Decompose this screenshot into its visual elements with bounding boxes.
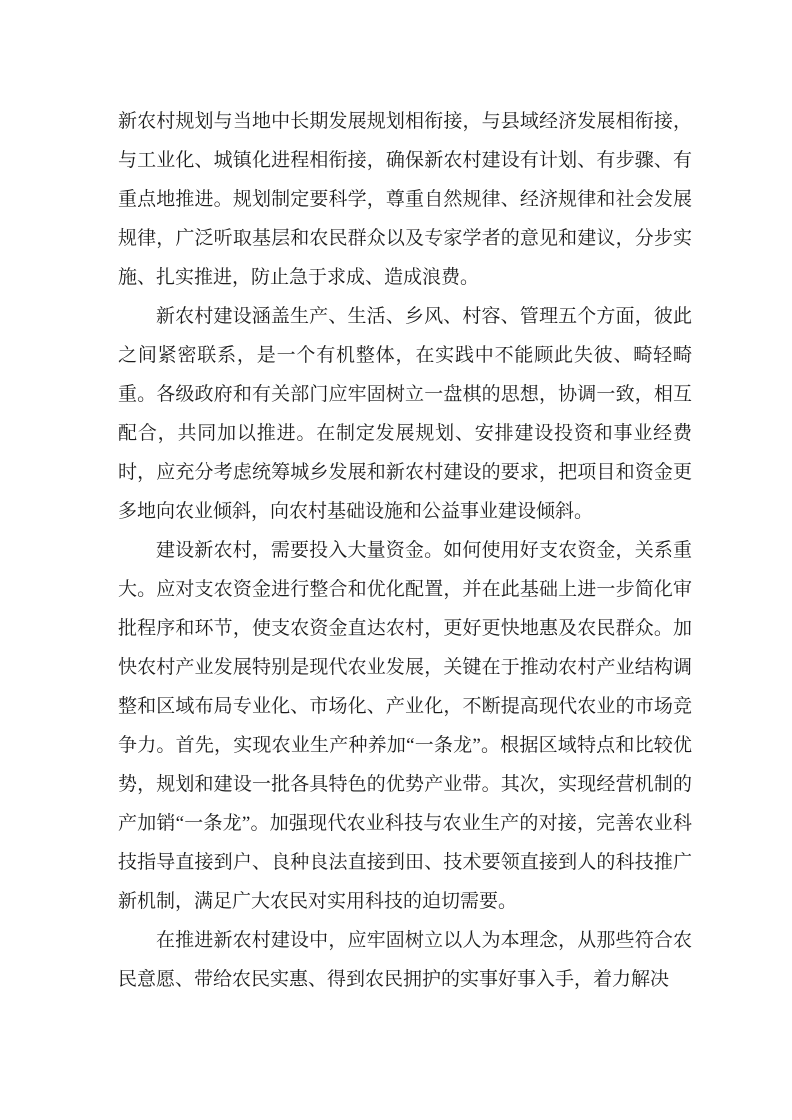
paragraph: 新农村建设涵盖生产、生活、乡风、村容、管理五个方面，彼此之间紧密联系，是一个有机整体，在实践中不能顾此失彼、畸轻畸重。各级政府和有关部门应牢固树立一盘棋的思想，协调一致，相互配合，共同加以推进。在制定发展规划、安排建设投资和事业经费时，应充分考虑统筹城乡发展和新农村建设的要求，把项目和资金更多地向农业倾斜，向农村基础设施和公益事业建设倾斜。 xyxy=(118,306,692,522)
paragraph: 建设新农村，需要投入大量资金。如何使用好支农资金，关系重大。应对支农资金进行整合和优化配置，并在此基础上进一步简化审批程序和环节，使支农资金直达农村，更好更快地惠及农民群众。加快农村产业发展特别是现代农业发展，关键在于推动农村产业结构调整和区域布局专业化、市场化、产业化，不断提高现代农业的市场竞争力。首先，实现农业生产种养加“一条龙”。根据区域特点和比较优势，规划和建设一批各具特色的优势产业带。其次，实现经营机制的产加销“一条龙”。加强现代农业科技与农业生产的对接，完善农业科技指导直接到户、良种良法直接到田、技术要领直接到人的科技推广新机制，满足广大农民对实用科技的迫切需要。 xyxy=(118,540,692,912)
paragraph: 在推进新农村建设中，应牢固树立以人为本理念，从那些符合农民意愿、带给农民实惠、得到农民拥护的实事好事入手，着力解决 xyxy=(118,930,692,990)
paragraph: 新农村规划与当地中长期发展规划相衔接，与县域经济发展相衔接，与工业化、城镇化进程相衔接，确保新农村建设有计划、有步骤、有重点地推进。规划制定要科学，尊重自然规律、经济规律和社会发展规律，广泛听取基层和农民群众以及专家学者的意见和建议，分步实施、扎实推进，防止急于求成、造成浪费。 xyxy=(118,111,692,288)
document-text-block xyxy=(118,102,692,999)
